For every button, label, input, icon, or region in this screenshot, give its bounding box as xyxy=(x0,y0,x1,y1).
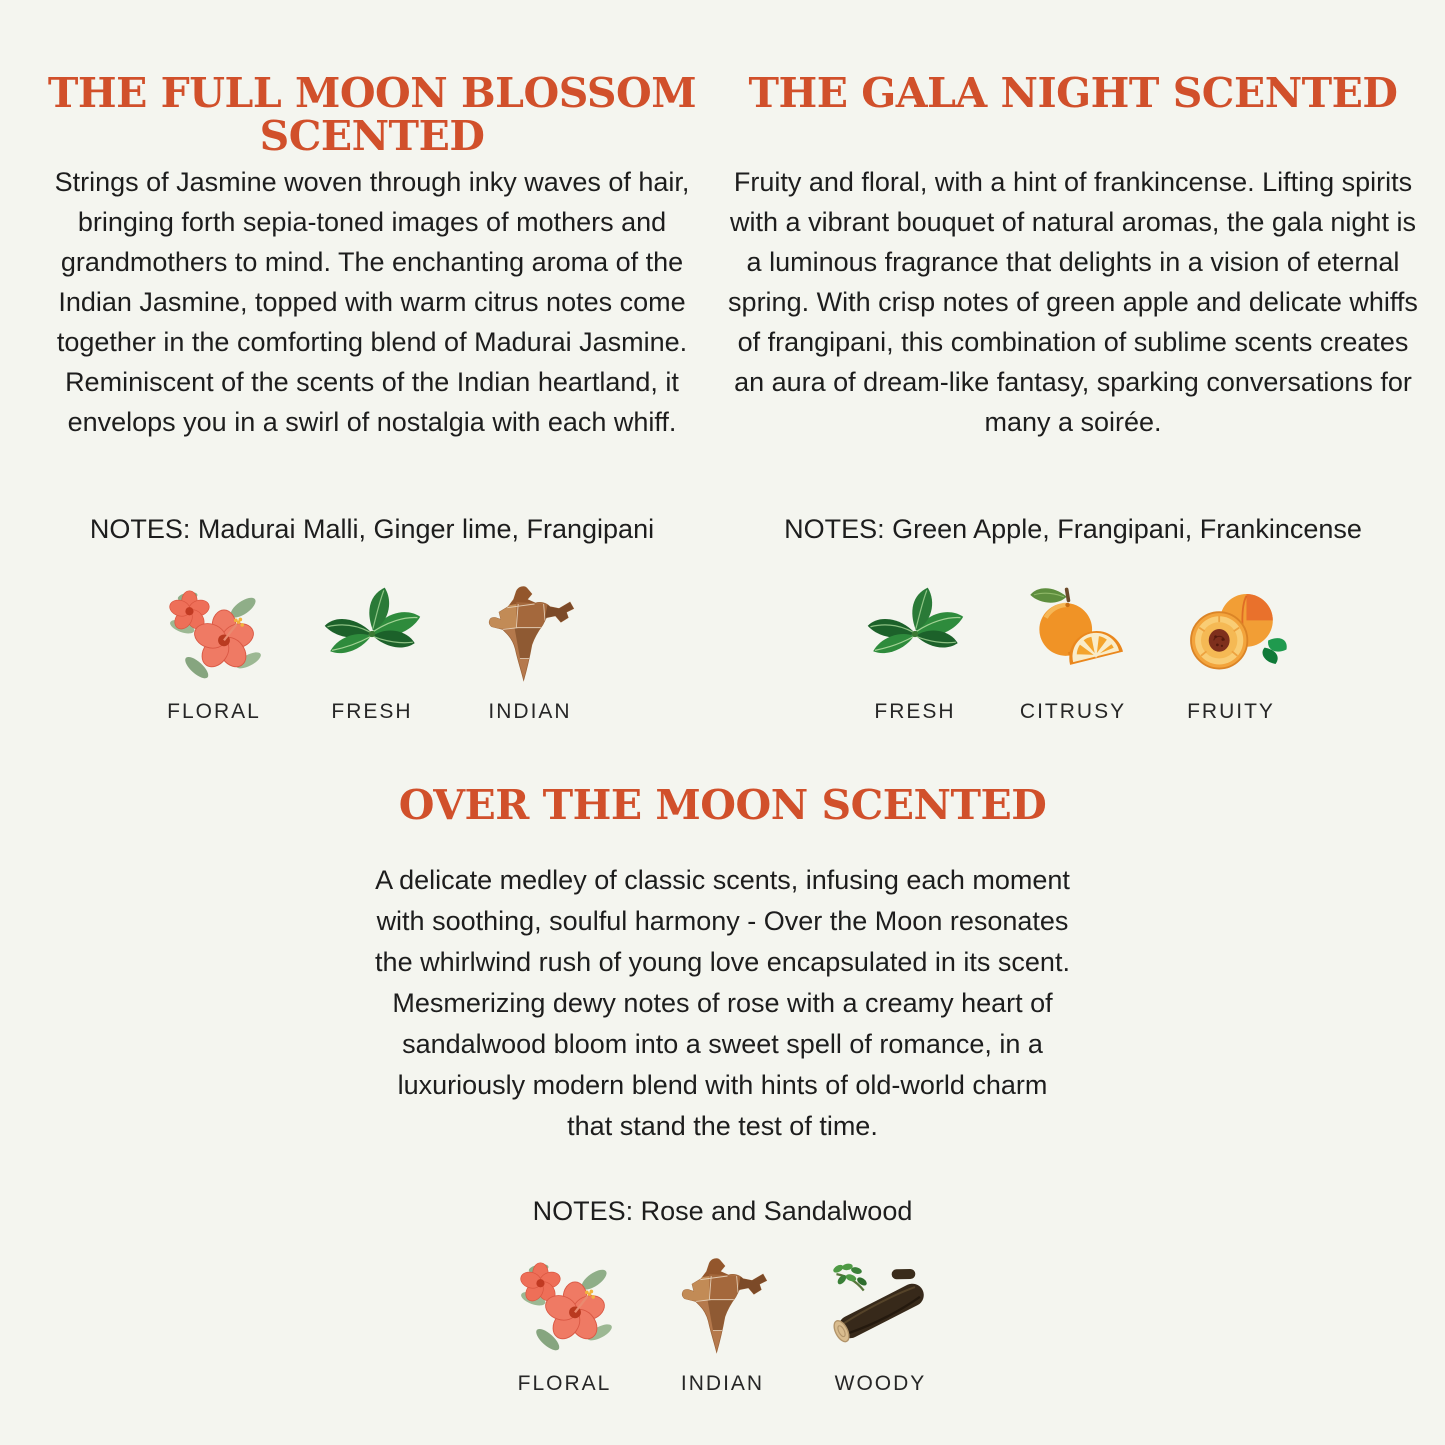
trait-fresh xyxy=(836,584,994,724)
section-title: THE FULL MOON BLOSSOM SCENTED xyxy=(47,69,697,161)
trait-label: INDIAN xyxy=(488,700,572,723)
trait-fruity xyxy=(1152,584,1310,724)
section-title: OVER THE MOON SCENTED xyxy=(398,781,1047,829)
trait-indian xyxy=(451,584,609,724)
trait-label: INDIAN xyxy=(680,1372,765,1395)
trait-floral xyxy=(486,1256,644,1396)
section-description: Strings of Jasmine woven through inky waves of hair, bringing forth sepia-toned images of mothers and grandmothers to mind. The enchanting aroma of the Indian Jasmine, topped with warm citrus notes come together in the comforting blend of Madurai Jasmine. Reminiscent of the scents of the Indian heartland, it envelops you in a swirl of nostalgia with each whiff. xyxy=(54,167,690,437)
green-leaves-icon xyxy=(855,584,975,684)
trait-icon-row xyxy=(836,584,1310,724)
peach-fruit-icon xyxy=(1171,584,1291,684)
section-gala-night xyxy=(723,69,1423,724)
trait-label: FRESH xyxy=(331,700,413,723)
trait-icon-row xyxy=(486,1256,960,1396)
trait-label: CITRUSY xyxy=(1019,700,1127,723)
hibiscus-flower-icon xyxy=(154,584,274,684)
section-over-the-moon xyxy=(0,781,1445,1396)
section-description: A delicate medley of classic scents, infusing each moment with soothing, soulful harmony - Over the Moon resonates the whirlwind rush of young love encapsulated in its scent. Mesmerizing dewy notes of rose with a creamy heart of sandalwood bloom into a sweet spell of romance, in a luxuriously modern blend with hints of old-world charm that stand the test of time. xyxy=(375,865,1070,1141)
trait-citrusy xyxy=(994,584,1152,724)
trait-woody xyxy=(802,1256,960,1396)
orange-citrus-icon xyxy=(1013,584,1133,684)
trait-label: FLORAL xyxy=(167,700,261,723)
trait-floral xyxy=(135,584,293,724)
section-notes: NOTES: Madurai Malli, Ginger lime, Frangipani xyxy=(89,514,655,544)
india-map-icon xyxy=(663,1256,783,1356)
trait-label: WOODY xyxy=(834,1372,927,1395)
trait-fresh xyxy=(293,584,451,724)
section-full-moon-blossom xyxy=(22,69,722,724)
green-leaves-icon xyxy=(312,584,432,684)
trait-indian xyxy=(644,1256,802,1396)
wood-log-icon xyxy=(821,1256,941,1356)
section-title: THE GALA NIGHT SCENTED xyxy=(748,69,1398,117)
section-notes: NOTES: Green Apple, Frangipani, Frankincense xyxy=(784,514,1362,544)
hibiscus-flower-icon xyxy=(505,1256,625,1356)
india-map-icon xyxy=(470,584,590,684)
section-description: Fruity and floral, with a hint of frankincense. Lifting spirits with a vibrant bouquet of natural aromas, the gala night is a luminous fragrance that delights in a vision of eternal spring. With crisp notes of green apple and delicate whiffs of frangipani, this combination of sublime scents creates an aura of dream-like fantasy, sparking conversations for many a soirée. xyxy=(728,167,1418,437)
section-notes: NOTES: Rose and Sandalwood xyxy=(532,1196,913,1226)
trait-icon-row xyxy=(135,584,609,724)
trait-label: FRESH xyxy=(874,700,956,723)
trait-label: FRUITY xyxy=(1187,700,1275,723)
trait-label: FLORAL xyxy=(517,1372,612,1395)
